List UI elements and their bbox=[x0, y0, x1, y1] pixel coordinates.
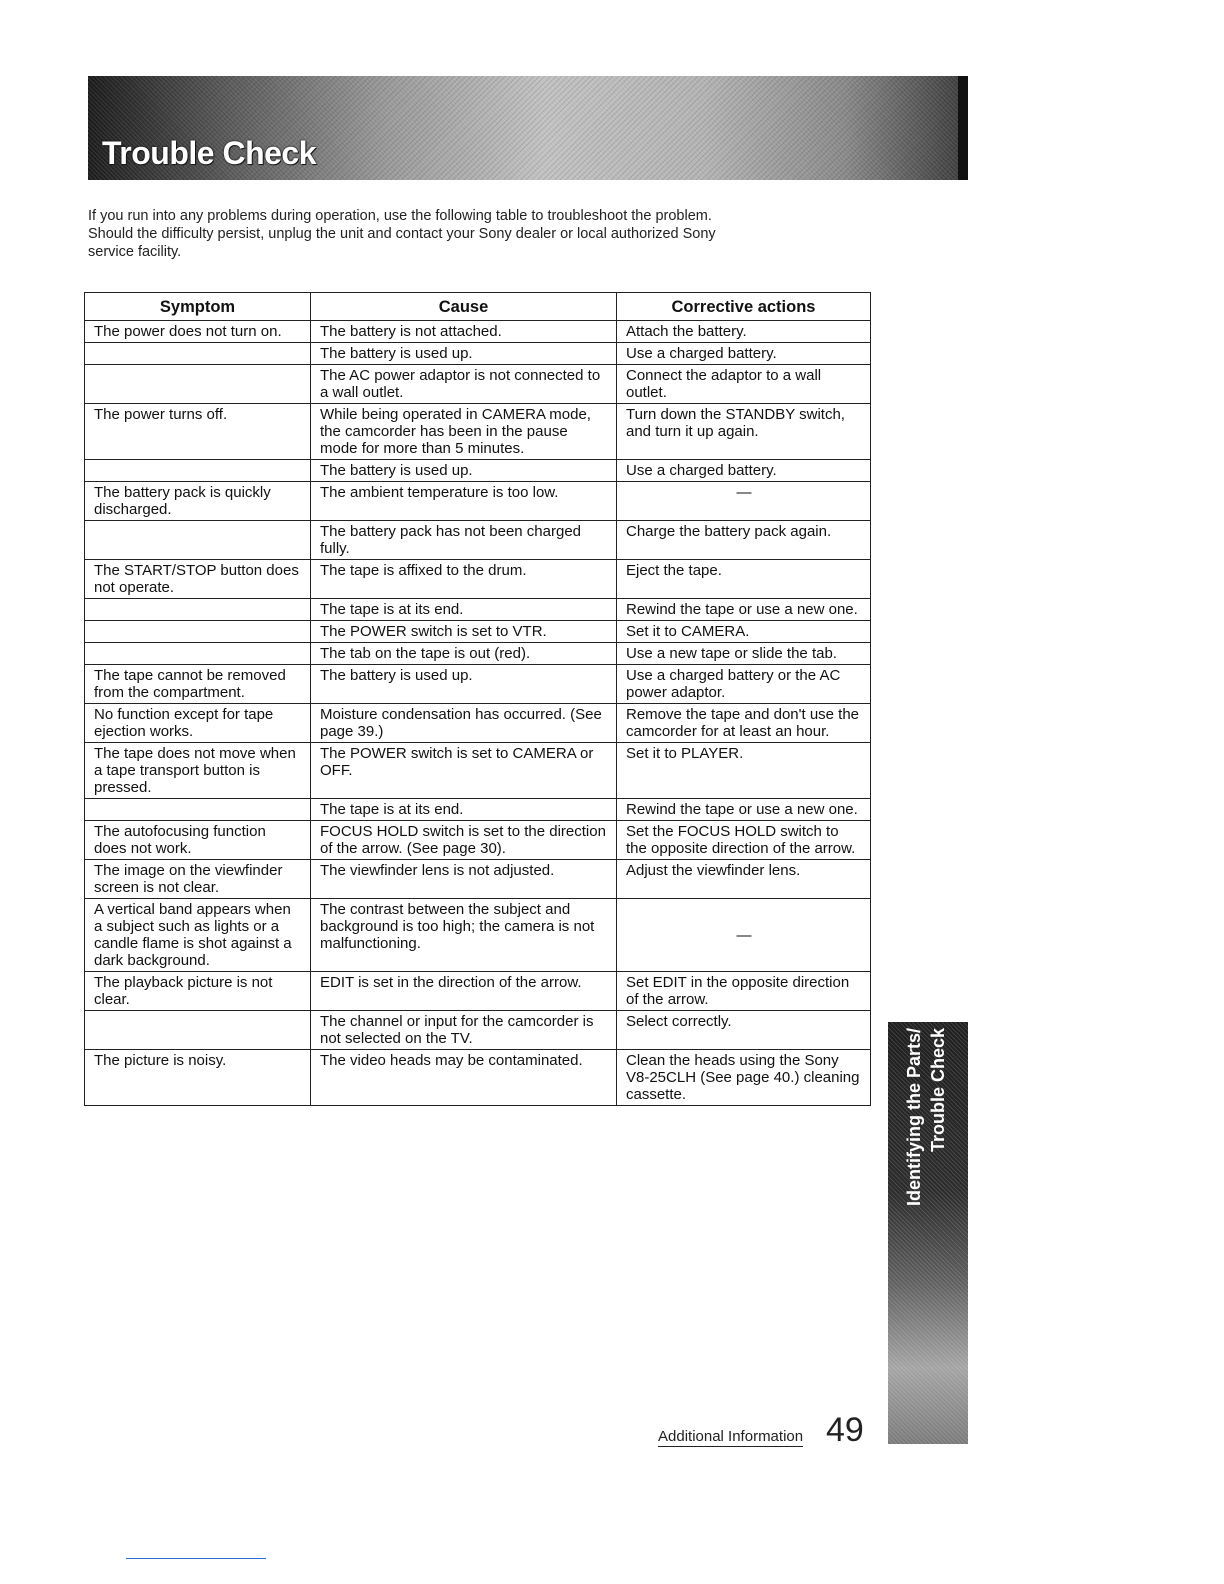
action-cell: Set it to PLAYER. bbox=[617, 743, 871, 799]
table-row bbox=[85, 1011, 871, 1050]
page-number: 49 bbox=[826, 1411, 864, 1449]
cause-cell: The tape is at its end. bbox=[311, 799, 617, 821]
table-row bbox=[85, 599, 871, 621]
symptom-cell bbox=[85, 365, 311, 404]
symptom-cell: The tape does not move when a tape transport button is pressed. bbox=[85, 743, 311, 799]
table-row bbox=[85, 343, 871, 365]
cause-cell: The POWER switch is set to VTR. bbox=[311, 621, 617, 643]
cause-cell: The POWER switch is set to CAMERA or OFF. bbox=[311, 743, 617, 799]
cause-cell: The tape is affixed to the drum. bbox=[311, 560, 617, 599]
action-cell: Attach the battery. bbox=[617, 321, 871, 343]
table-row bbox=[85, 560, 871, 599]
action-cell: Use a new tape or slide the tab. bbox=[617, 643, 871, 665]
table-row bbox=[85, 821, 871, 860]
symptom-cell: The image on the viewfinder screen is not clear. bbox=[85, 860, 311, 899]
action-cell: Adjust the viewfinder lens. bbox=[617, 860, 871, 899]
table-row bbox=[85, 899, 871, 972]
cause-cell: The battery is used up. bbox=[311, 343, 617, 365]
symptom-cell bbox=[85, 799, 311, 821]
symptom-cell: A vertical band appears when a subject such as lights or a candle flame is shot against a dark background. bbox=[85, 899, 311, 972]
action-cell: Charge the battery pack again. bbox=[617, 521, 871, 560]
side-tab-line: Trouble Check bbox=[928, 1028, 948, 1153]
action-cell: Turn down the STANDBY switch, and turn it up again. bbox=[617, 404, 871, 460]
symptom-cell bbox=[85, 343, 311, 365]
title-banner bbox=[88, 76, 968, 180]
symptom-cell: No function except for tape ejection works. bbox=[85, 704, 311, 743]
symptom-cell: The battery pack is quickly discharged. bbox=[85, 482, 311, 521]
header-cause: Cause bbox=[311, 293, 617, 321]
cause-cell: The tab on the tape is out (red). bbox=[311, 643, 617, 665]
banner-end-bar bbox=[958, 76, 968, 180]
action-cell: Eject the tape. bbox=[617, 560, 871, 599]
table-row bbox=[85, 365, 871, 404]
table-row bbox=[85, 404, 871, 460]
action-cell: Set it to CAMERA. bbox=[617, 621, 871, 643]
symptom-cell bbox=[85, 599, 311, 621]
symptom-cell bbox=[85, 1011, 311, 1050]
cause-cell: The battery pack has not been charged fully. bbox=[311, 521, 617, 560]
action-cell: Rewind the tape or use a new one. bbox=[617, 799, 871, 821]
table-row bbox=[85, 643, 871, 665]
cause-cell: The battery is used up. bbox=[311, 665, 617, 704]
cause-cell: The contrast between the subject and background is too high; the camera is not malfunctioning. bbox=[311, 899, 617, 972]
cause-cell: The video heads may be contaminated. bbox=[311, 1050, 617, 1106]
intro-line: service facility. bbox=[88, 244, 182, 260]
symptom-cell: The tape cannot be removed from the compartment. bbox=[85, 665, 311, 704]
table-row bbox=[85, 799, 871, 821]
action-cell: Use a charged battery. bbox=[617, 460, 871, 482]
cause-cell: Moisture condensation has occurred. (See page 39.) bbox=[311, 704, 617, 743]
side-tab-line: Identifying the Parts/ bbox=[904, 1028, 924, 1207]
action-cell: Rewind the tape or use a new one. bbox=[617, 599, 871, 621]
header-corrective-actions: Corrective actions bbox=[617, 293, 871, 321]
symptom-cell bbox=[85, 521, 311, 560]
table-row bbox=[85, 972, 871, 1011]
action-cell: Select correctly. bbox=[617, 1011, 871, 1050]
action-cell: — bbox=[617, 482, 871, 521]
table-row bbox=[85, 1050, 871, 1106]
action-cell: Clean the heads using the Sony V8-25CLH (See page 40.) cleaning cassette. bbox=[617, 1050, 871, 1106]
cause-cell: The ambient temperature is too low. bbox=[311, 482, 617, 521]
bottom-divider bbox=[126, 1558, 266, 1559]
symptom-cell: The autofocusing function does not work. bbox=[85, 821, 311, 860]
table-row bbox=[85, 743, 871, 799]
action-cell: Set the FOCUS HOLD switch to the opposite direction of the arrow. bbox=[617, 821, 871, 860]
trouble-table bbox=[84, 292, 871, 1106]
intro-line: If you run into any problems during operation, use the following table to troubleshoot the problem. bbox=[88, 208, 712, 224]
table-row bbox=[85, 621, 871, 643]
table-row bbox=[85, 460, 871, 482]
cause-cell: The tape is at its end. bbox=[311, 599, 617, 621]
table-row bbox=[85, 482, 871, 521]
intro-text bbox=[88, 207, 848, 261]
action-cell: Use a charged battery. bbox=[617, 343, 871, 365]
action-cell: Remove the tape and don't use the camcorder for at least an hour. bbox=[617, 704, 871, 743]
action-cell: Connect the adaptor to a wall outlet. bbox=[617, 365, 871, 404]
symptom-cell bbox=[85, 460, 311, 482]
symptom-cell bbox=[85, 621, 311, 643]
action-cell: Use a charged battery or the AC power adaptor. bbox=[617, 665, 871, 704]
cause-cell: While being operated in CAMERA mode, the camcorder has been in the pause mode for more than 5 minutes. bbox=[311, 404, 617, 460]
symptom-cell: The power turns off. bbox=[85, 404, 311, 460]
table-header-row bbox=[85, 293, 871, 321]
symptom-cell: The power does not turn on. bbox=[85, 321, 311, 343]
table-row bbox=[85, 704, 871, 743]
cause-cell: The viewfinder lens is not adjusted. bbox=[311, 860, 617, 899]
symptom-cell: The playback picture is not clear. bbox=[85, 972, 311, 1011]
cause-cell: The AC power adaptor is not connected to a wall outlet. bbox=[311, 365, 617, 404]
section-side-tab bbox=[888, 1022, 968, 1444]
footer-section-label: Additional Information bbox=[658, 1428, 804, 1445]
cause-cell: The battery is used up. bbox=[311, 460, 617, 482]
symptom-cell: The START/STOP button does not operate. bbox=[85, 560, 311, 599]
table-row bbox=[85, 521, 871, 560]
cause-cell: EDIT is set in the direction of the arrow. bbox=[311, 972, 617, 1011]
header-symptom: Symptom bbox=[85, 293, 311, 321]
intro-line: Should the difficulty persist, unplug the unit and contact your Sony dealer or local authorized Sony bbox=[88, 226, 716, 242]
symptom-cell: The picture is noisy. bbox=[85, 1050, 311, 1106]
action-cell: — bbox=[617, 899, 871, 972]
cause-cell: The battery is not attached. bbox=[311, 321, 617, 343]
symptom-cell bbox=[85, 643, 311, 665]
cause-cell: FOCUS HOLD switch is set to the direction of the arrow. (See page 30). bbox=[311, 821, 617, 860]
action-cell: Set EDIT in the opposite direction of the arrow. bbox=[617, 972, 871, 1011]
cause-cell: The channel or input for the camcorder is not selected on the TV. bbox=[311, 1011, 617, 1050]
page-title: Trouble Check bbox=[102, 135, 316, 171]
table-row bbox=[85, 665, 871, 704]
side-tab-label bbox=[902, 1028, 954, 1248]
table-row bbox=[85, 860, 871, 899]
table-row bbox=[85, 321, 871, 343]
